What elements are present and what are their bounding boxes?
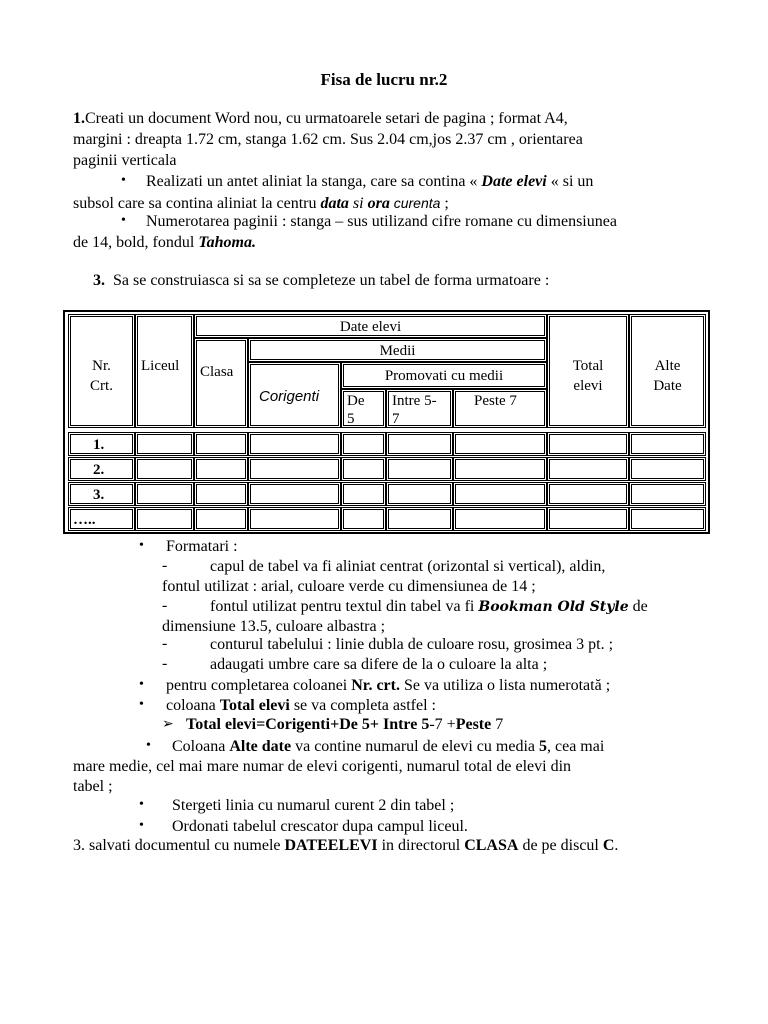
formatari-item3: conturul tabelului : linie dubla de culoare rosu, grosimea 3 pt. ; bbox=[210, 636, 614, 653]
page-title: Fisa de lucru nr.2 bbox=[320, 70, 448, 89]
formatari-item1-line2: fontul utilizat : arial, culoare verde cu dimensiunea de 14 ; bbox=[162, 578, 536, 595]
header-medii: Medii bbox=[248, 338, 547, 362]
formatari-item4: adaugati umbre care sa difere de la o culoare la alta ; bbox=[210, 656, 548, 673]
item1-number: 1. bbox=[73, 110, 85, 127]
header-de-5: De 5 bbox=[341, 389, 386, 428]
bullet-icon: • bbox=[139, 677, 144, 692]
header-alte-date: Alte Date bbox=[629, 314, 706, 428]
formula-line: Total elevi=Corigenti+De 5+ Intre 5-7 +Peste 7 bbox=[186, 716, 504, 733]
item3-line: 3. Sa se construiasca si sa se completeze un tabel de forma urmatoare : bbox=[93, 272, 550, 289]
formatari-item2-line1: fontul utilizat pentru textul din tabel va fi Bookman Old Style de bbox=[210, 598, 648, 615]
data-table: Nr. Crt. Liceul Date elevi Clasa Medii Corigenti Promovati cu medii De 5 Intre 5- 7 Peste 7 Total elevi Alte Date 1. 2. 3. ….. bbox=[63, 310, 710, 534]
bullet-icon: • bbox=[139, 697, 144, 712]
item1-line2: margini : dreapta 1.72 cm, stanga 1.62 cm. Sus 2.04 cm,jos 2.37 cm , orientarea bbox=[73, 131, 583, 148]
header-clasa: Clasa bbox=[194, 338, 248, 428]
item1-line3: paginii verticala bbox=[73, 152, 177, 169]
arrow-icon: ➢ bbox=[162, 717, 174, 732]
header-nr-crt: Nr. Crt. bbox=[68, 314, 135, 428]
bullet-icon: • bbox=[146, 738, 151, 753]
bullet-alte-date-line3: tabel ; bbox=[73, 778, 113, 795]
header-date-elevi: Date elevi bbox=[194, 314, 547, 338]
header-liceul: Liceul bbox=[135, 314, 194, 428]
dash-marker: - bbox=[162, 557, 168, 574]
bullet-nr-crt: pentru completarea coloanei Nr. crt. Se va utiliza o lista numerotată ; bbox=[166, 677, 611, 694]
bullet-ordonati: Ordonati tabelul crescator dupa campul liceul. bbox=[172, 818, 468, 835]
bullet-numerotare-line2: de 14, bold, fondul Tahoma. bbox=[73, 234, 256, 251]
bullet-numerotare-line1: Numerotarea paginii : stanga – sus utilizand cifre romane cu dimensiunea bbox=[146, 213, 617, 230]
bullet-icon: • bbox=[121, 213, 126, 228]
bullet-icon: • bbox=[139, 538, 144, 553]
header-total-elevi: Total elevi bbox=[547, 314, 629, 428]
bullet-antet-line2: subsol care sa contina aliniat la centru data si ora curenta ; bbox=[73, 195, 449, 212]
bullet-alte-date-line1: Coloana Alte date va contine numarul de elevi cu media 5, cea mai bbox=[172, 738, 605, 755]
header-intre-5-7: Intre 5- 7 bbox=[386, 389, 453, 428]
formatari-item1-line1: capul de tabel va fi aliniat centrat (orizontal si vertical), aldin, bbox=[210, 558, 606, 575]
header-promovati: Promovati cu medii bbox=[341, 362, 547, 389]
bullet-icon: • bbox=[139, 818, 144, 833]
bullet-stergeti: Stergeti linia cu numarul curent 2 din tabel ; bbox=[172, 797, 455, 814]
dash-marker: - bbox=[162, 597, 168, 614]
bullet-alte-date-line2: mare medie, cel mai mare numar de elevi corigenti, numarul total de elevi din bbox=[73, 758, 572, 775]
header-peste-7: Peste 7 bbox=[453, 389, 547, 428]
dash-marker: - bbox=[162, 655, 168, 672]
dash-marker: - bbox=[162, 635, 168, 652]
bullet-icon: • bbox=[121, 173, 126, 188]
formatari-item2-line2: dimensiune 13.5, culoare albastra ; bbox=[162, 618, 386, 635]
bullet-total-elevi: coloana Total elevi se va completa astfel : bbox=[166, 697, 436, 714]
item1-line1: 1.Creati un document Word nou, cu urmatoarele setari de pagina ; format A4, bbox=[73, 110, 568, 127]
bullet-icon: • bbox=[139, 797, 144, 812]
formatari-label: Formatari : bbox=[166, 538, 238, 555]
final-instruction: 3. salvati documentul cu numele DATEELEVI in directorul CLASA de pe discul C. bbox=[73, 837, 619, 854]
bullet-antet-line1: Realizati un antet aliniat la stanga, care sa contina « Date elevi « si un bbox=[146, 173, 594, 190]
header-corigenti: Corigenti bbox=[248, 362, 341, 428]
